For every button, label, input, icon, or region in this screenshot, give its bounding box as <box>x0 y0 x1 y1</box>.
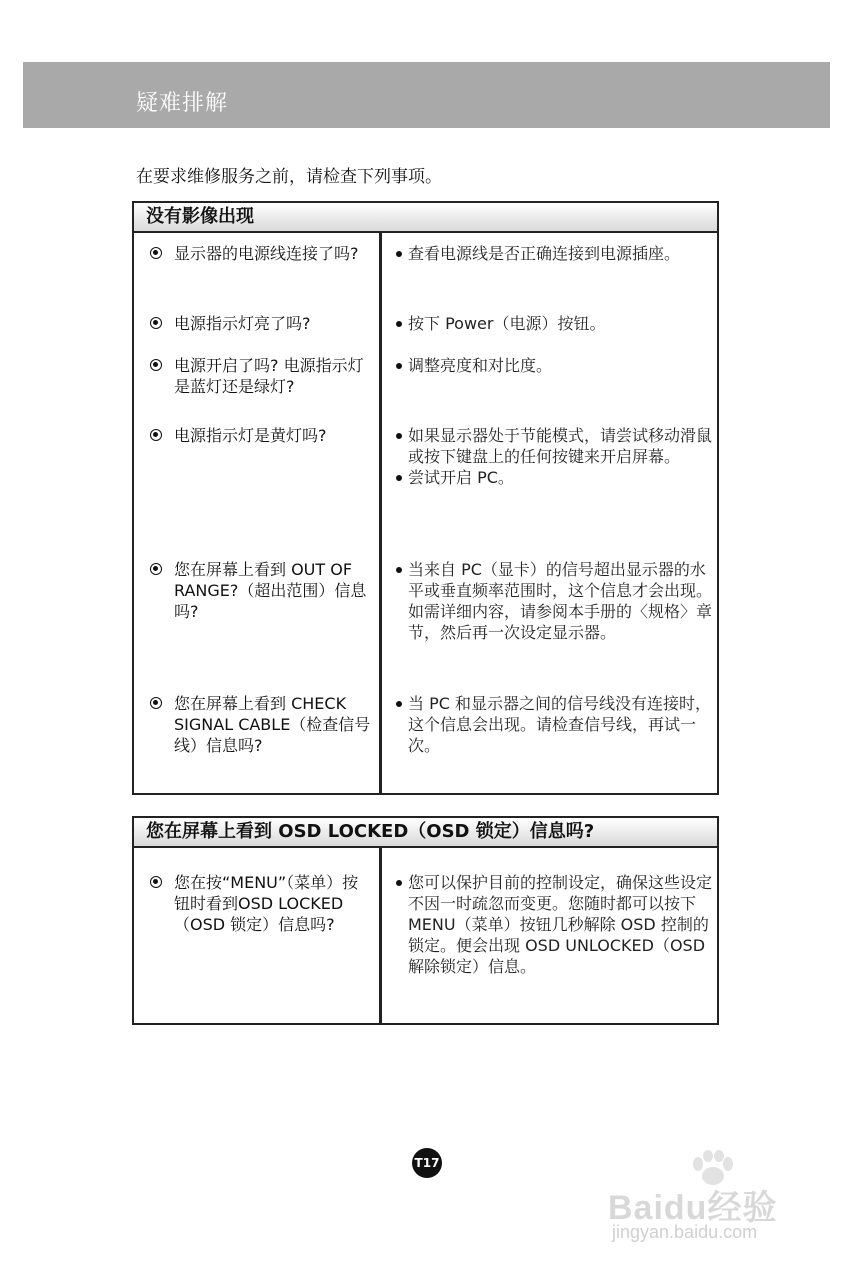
answer: 当来自 PC（显卡）的信号超出显示器的水平或垂直频率范围时，这个信息才会出现。如需详细内容，请参阅本手册的〈规格〉章节，然后再一次设定显示器。 <box>394 559 716 643</box>
bullet-icon <box>150 429 162 441</box>
bullet-icon <box>150 697 162 709</box>
answer: 按下 Power（电源）按钮。 <box>394 313 716 334</box>
bullet-icon <box>150 359 162 371</box>
dot-icon <box>396 701 402 707</box>
page-title: 疑难排解 <box>136 91 229 116</box>
section-no-image <box>132 201 719 795</box>
section-title: 没有影像出现 <box>134 203 717 233</box>
dot-icon <box>396 880 402 886</box>
dot-icon <box>396 433 402 439</box>
bullet-icon <box>150 317 162 329</box>
column-divider <box>379 848 382 1025</box>
dot-icon <box>396 567 402 573</box>
dot-icon <box>396 363 402 369</box>
answer: 如果显示器处于节能模式，请尝试移动滑鼠或按下键盘上的任何按键来开启屏幕。 尝试开启 PC。 <box>394 425 716 488</box>
question: 电源开启了吗? 电源指示灯是蓝灯还是绿灯? <box>150 355 372 397</box>
column-divider <box>379 233 382 795</box>
watermark-logo: Baidu经验 <box>608 1189 778 1227</box>
answer: 您可以保护目前的控制设定，确保这些设定不因一时疏忽而变更。您随时都可以按下 MENU（菜单）按钮几秒解除 OSD 控制的锁定。便会出现 OSD UNLOCKED（OSD 解除锁定）信息。 <box>394 872 716 977</box>
header-band <box>23 62 830 128</box>
dot-icon <box>396 251 402 257</box>
question: 您在屏幕上看到 CHECK SIGNAL CABLE（检查信号线）信息吗? <box>150 693 372 756</box>
dot-icon <box>396 475 402 481</box>
question: 电源指示灯是黄灯吗? <box>150 425 372 446</box>
section-title: 您在屏幕上看到 OSD LOCKED（OSD 锁定）信息吗? <box>134 818 717 848</box>
bullet-icon <box>150 247 162 259</box>
watermark-url: jingyan.baidu.com <box>612 1222 758 1242</box>
question: 您在屏幕上看到 OUT OF RANGE?（超出范围）信息吗? <box>150 559 372 622</box>
intro-text: 在要求维修服务之前，请检查下列事项。 <box>136 167 442 187</box>
question: 电源指示灯亮了吗? <box>150 313 372 334</box>
answer: 查看电源线是否正确连接到电源插座。 <box>394 243 716 264</box>
page-number: T17 <box>412 1148 442 1178</box>
question: 显示器的电源线连接了吗? <box>150 243 372 264</box>
answer: 调整亮度和对比度。 <box>394 355 716 376</box>
bullet-icon <box>150 563 162 575</box>
question: 您在按“MENU”（菜单）按钮时看到OSD LOCKED（OSD 锁定）信息吗? <box>150 872 372 935</box>
section-osd-locked <box>132 816 719 1025</box>
bullet-icon <box>150 876 162 888</box>
dot-icon <box>396 321 402 327</box>
answer: 当 PC 和显示器之间的信号线没有连接时，这个信息会出现。请检查信号线，再试一次。 <box>394 693 716 756</box>
